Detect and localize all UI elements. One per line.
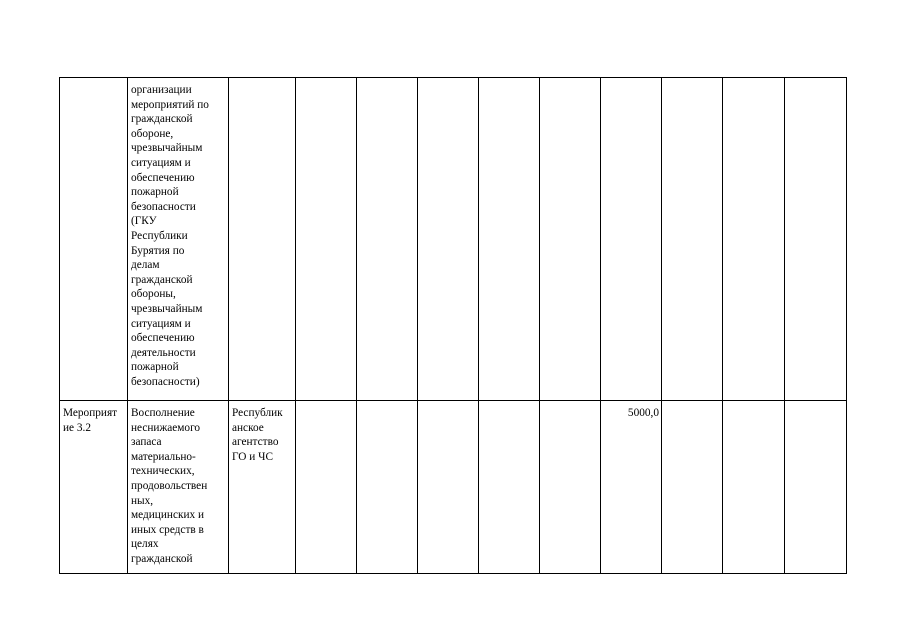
- table-row: [60, 78, 847, 401]
- value-cell: [418, 401, 479, 574]
- value-cell: [785, 401, 847, 574]
- value-cell: [662, 78, 723, 401]
- value-cell: [357, 78, 418, 401]
- table-row: [60, 401, 847, 574]
- value-cell: [540, 78, 601, 401]
- value-cell: [296, 78, 357, 401]
- value-cell: [662, 401, 723, 574]
- measure-name-cell: Восполнение неснижаемого запаса материально- технических, продовольствен ных, медицинских и иных средств в целях гражданской: [128, 401, 229, 574]
- value-cell: [357, 401, 418, 574]
- value-cell: [418, 78, 479, 401]
- executor-cell: [229, 78, 296, 401]
- measure-id-cell: [60, 78, 128, 401]
- value-cell: [479, 78, 540, 401]
- value-cell: [540, 401, 601, 574]
- program-measures-table: [59, 77, 847, 574]
- value-cell: 5000,0: [601, 401, 662, 574]
- measure-id-cell: Мероприят ие 3.2: [60, 401, 128, 574]
- value-cell: [785, 78, 847, 401]
- measure-name-cell: организации мероприятий по гражданской обороне, чрезвычайным ситуациям и обеспечению пожарной безопасности (ГКУ Республики Бурятия по делам гражданской обороны, чрезвычайным ситуациям и обеспечению деятельности пожарной безопасности): [128, 78, 229, 401]
- value-cell: [479, 401, 540, 574]
- value-cell: [296, 401, 357, 574]
- value-cell: [723, 78, 785, 401]
- value-cell: [723, 401, 785, 574]
- value-cell: [601, 78, 662, 401]
- executor-cell: Республик анское агентство ГО и ЧС: [229, 401, 296, 574]
